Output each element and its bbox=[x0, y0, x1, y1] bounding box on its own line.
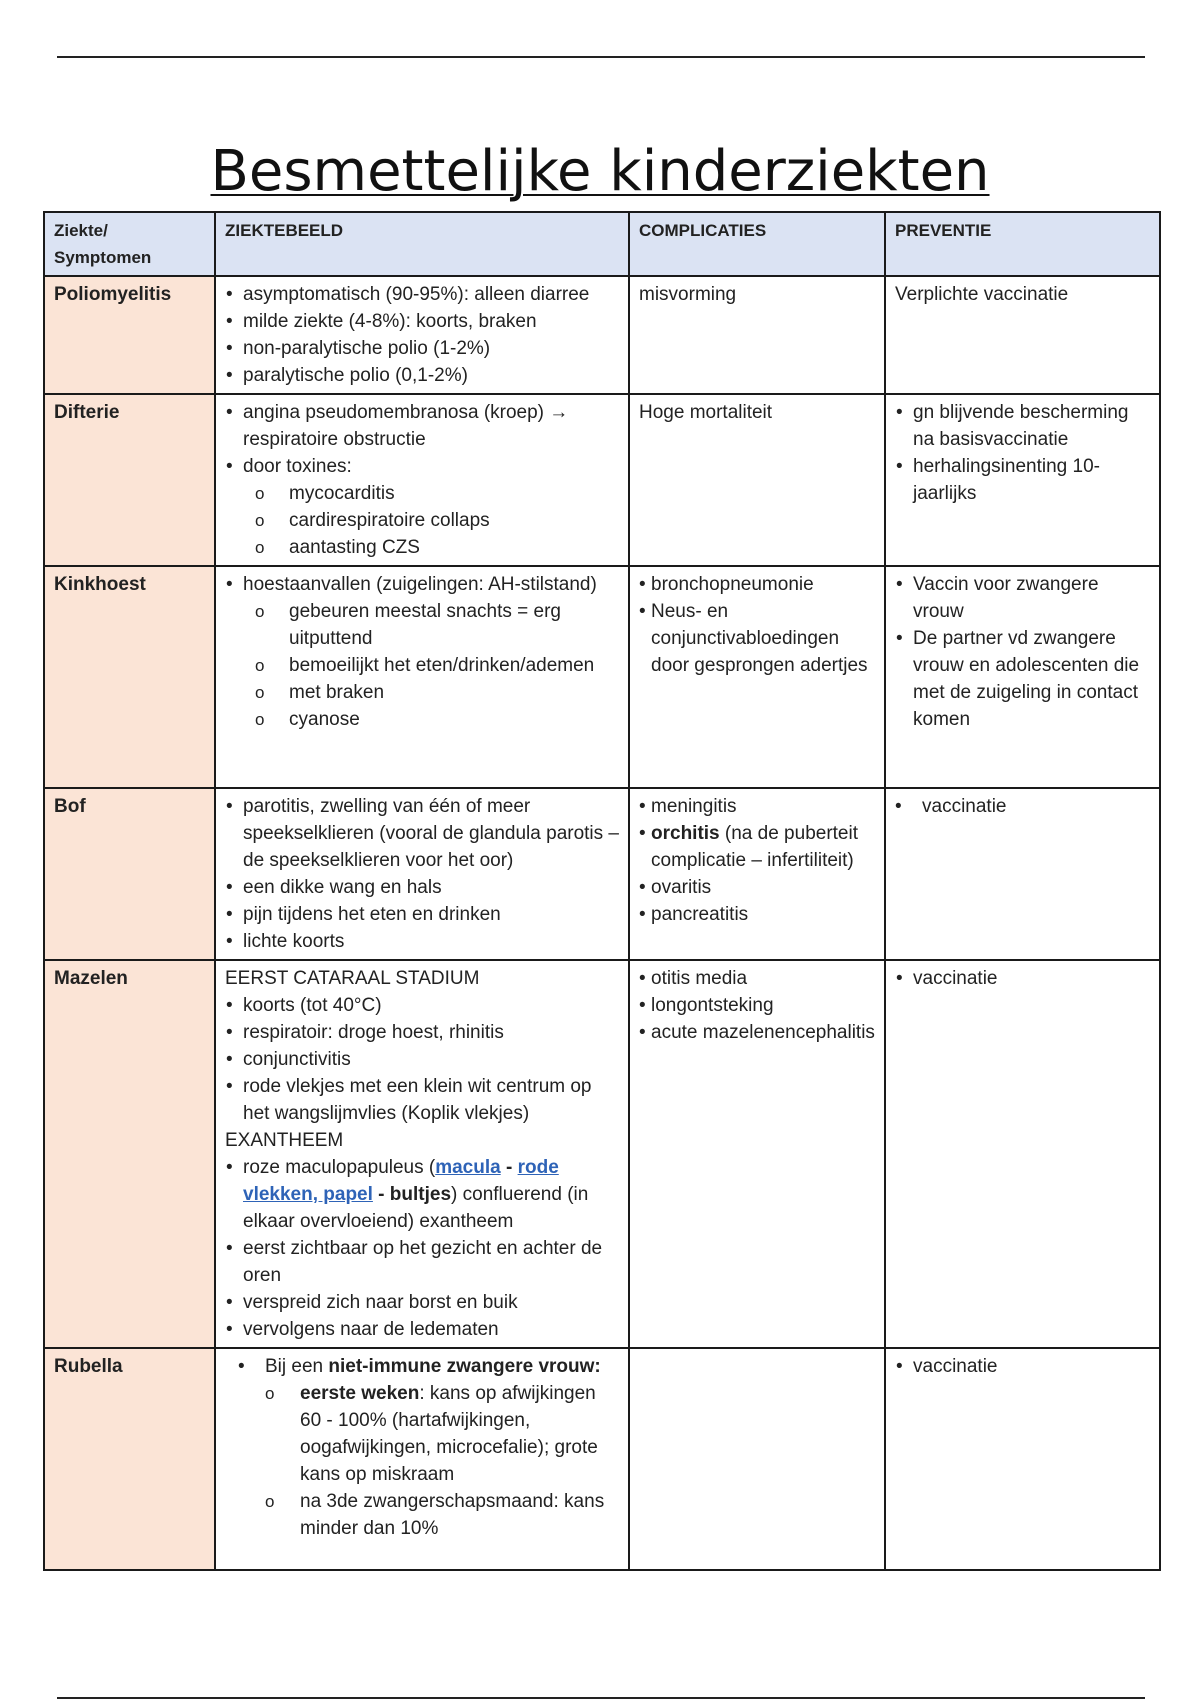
disease-name: Difterie bbox=[44, 394, 215, 566]
page-title: Besmettelijke kinderziekten bbox=[210, 139, 990, 204]
list-item bbox=[651, 820, 876, 874]
list-item: • Neus- en conjunctivabloedingen door gesprongen adertjes bbox=[651, 598, 876, 679]
complicaties-cell bbox=[629, 1348, 885, 1570]
list-item: • vaccinatie bbox=[922, 793, 1151, 820]
sub-list-item: o cardirespiratoire collaps bbox=[289, 507, 620, 534]
preventie-cell bbox=[885, 960, 1160, 1348]
orchitis-note: (na de puberteit complicatie – infertiliteit) bbox=[651, 823, 858, 871]
complicaties-cell bbox=[629, 788, 885, 960]
preventie-cell bbox=[885, 788, 1160, 960]
complicaties-cell: Hoge mortaliteit bbox=[629, 394, 885, 566]
sub-list-item: o aantasting CZS bbox=[289, 534, 620, 561]
table-row bbox=[44, 788, 1160, 960]
text-fragment: ) confluerend (in elkaar overvloeiend) exantheem bbox=[243, 1184, 589, 1232]
text-fragment: - bultjes bbox=[372, 1184, 452, 1205]
list-item: • respiratoir: droge hoest, rhinitis bbox=[243, 1019, 620, 1046]
preventie-cell: Verplichte vaccinatie bbox=[885, 276, 1160, 394]
list-item: • Vaccin voor zwangere vrouw bbox=[913, 571, 1151, 625]
list-item: • longontsteking bbox=[651, 992, 876, 1019]
table-row bbox=[44, 566, 1160, 788]
sub-list-item: o cyanose bbox=[289, 706, 620, 733]
list-item: • acute mazelenencephalitis bbox=[651, 1019, 876, 1046]
list-item: • vaccinatie bbox=[913, 965, 1151, 992]
preventie-cell bbox=[885, 1348, 1160, 1570]
table-row bbox=[44, 1348, 1160, 1570]
text-fragment: - bbox=[500, 1157, 518, 1178]
list-item: • conjunctivitis bbox=[243, 1046, 620, 1073]
list-item: • milde ziekte (4-8%): koorts, braken bbox=[243, 308, 620, 335]
list-item: • ovaritis bbox=[651, 874, 876, 901]
bottom-rule bbox=[57, 1697, 1145, 1699]
sub-list-item bbox=[300, 1380, 620, 1488]
disease-name: Kinkhoest bbox=[44, 566, 215, 788]
header-preventie: PREVENTIE bbox=[885, 212, 1160, 276]
disease-table bbox=[43, 211, 1161, 1571]
rode-vlekken-papel-link[interactable]: rode vlekken, papel bbox=[243, 1157, 559, 1205]
sub-list-item: o mycocarditis bbox=[289, 480, 620, 507]
top-rule bbox=[57, 56, 1145, 58]
header-complicaties: COMPLICATIES bbox=[629, 212, 885, 276]
list-item: • vaccinatie bbox=[913, 1353, 1151, 1380]
header-ziektebeeld: ZIEKTEBEELD bbox=[215, 212, 629, 276]
list-item: • hoestaanvallen (zuigelingen: AH-stilstand) bbox=[243, 571, 620, 598]
table-row bbox=[44, 394, 1160, 566]
list-item: • otitis media bbox=[651, 965, 876, 992]
ziektebeeld-cell bbox=[215, 1348, 629, 1570]
macula-link[interactable]: macula bbox=[435, 1157, 501, 1178]
list-item: • De partner vd zwangere vrouw en adolescenten die met de zuigeling in contact komen bbox=[913, 625, 1151, 733]
list-item: • paralytische polio (0,1-2%) bbox=[243, 362, 620, 389]
list-item: • koorts (tot 40°C) bbox=[243, 992, 620, 1019]
list-item: • eerst zichtbaar op het gezicht en achter de oren bbox=[243, 1235, 620, 1289]
list-item: • een dikke wang en hals bbox=[243, 874, 620, 901]
sub-list-item: o bemoeilijkt het eten/drinken/ademen bbox=[289, 652, 620, 679]
orchitis-term: orchitis bbox=[651, 823, 720, 844]
list-item: • pijn tijdens het eten en drinken bbox=[243, 901, 620, 928]
disease-name: Bof bbox=[44, 788, 215, 960]
disease-name: Poliomyelitis bbox=[44, 276, 215, 394]
list-item: • asymptomatisch (90-95%): alleen diarree bbox=[243, 281, 620, 308]
header-row bbox=[44, 212, 1160, 276]
list-item: • herhalingsinenting 10-jaarlijks bbox=[913, 453, 1151, 507]
ziektebeeld-cell bbox=[215, 788, 629, 960]
stage-heading: EERST CATARAAL STADIUM bbox=[225, 968, 480, 989]
complicaties-cell bbox=[629, 566, 885, 788]
list-item: • lichte koorts bbox=[243, 928, 620, 955]
list-item bbox=[265, 1353, 620, 1380]
complicaties-cell: misvorming bbox=[629, 276, 885, 394]
text-fragment: roze maculopapuleus ( bbox=[243, 1157, 436, 1178]
list-item: • pancreatitis bbox=[651, 901, 876, 928]
list-item: • non-paralytische polio (1-2%) bbox=[243, 335, 620, 362]
preventie-cell bbox=[885, 394, 1160, 566]
list-item: • gn blijvende bescherming na basisvaccinatie bbox=[913, 399, 1151, 453]
header-disease: Ziekte/ Symptomen bbox=[44, 212, 215, 276]
text-fragment: : kans op afwijkingen 60 - 100% (hartafwijkingen, oogafwijkingen, microcefalie); grote kans op miskraam bbox=[300, 1383, 598, 1485]
ziektebeeld-cell bbox=[215, 394, 629, 566]
disease-name: Rubella bbox=[44, 1348, 215, 1570]
list-item: • bronchopneumonie bbox=[651, 571, 876, 598]
complicaties-cell bbox=[629, 960, 885, 1348]
list-item: • vervolgens naar de ledematen bbox=[243, 1316, 620, 1343]
table-row bbox=[44, 960, 1160, 1348]
list-item: • rode vlekjes met een klein wit centrum op het wangslijmvlies (Koplik vlekjes) bbox=[243, 1073, 620, 1127]
disease-name: Mazelen bbox=[44, 960, 215, 1348]
ziektebeeld-cell bbox=[215, 276, 629, 394]
sub-list-item: o gebeuren meestal snachts = erg uitputtend bbox=[289, 598, 620, 652]
text-fragment: eerste weken bbox=[300, 1383, 420, 1404]
list-item: • door toxines: bbox=[243, 453, 620, 480]
text-fragment: niet-immune zwangere vrouw: bbox=[328, 1356, 601, 1377]
ziektebeeld-cell bbox=[215, 566, 629, 788]
preventie-cell bbox=[885, 566, 1160, 788]
list-item: • parotitis, zwelling van één of meer speekselklieren (vooral de glandula parotis – de speekselklieren voor het oor) bbox=[243, 793, 620, 874]
list-item bbox=[243, 1154, 620, 1235]
sub-list-item: o na 3de zwangerschapsmaand: kans minder dan 10% bbox=[300, 1488, 620, 1542]
list-item: • verspreid zich naar borst en buik bbox=[243, 1289, 620, 1316]
list-item: • angina pseudomembranosa (kroep) → respiratoire obstructie bbox=[243, 399, 620, 453]
stage-heading: EXANTHEEM bbox=[225, 1130, 344, 1151]
ziektebeeld-cell bbox=[215, 960, 629, 1348]
table-row bbox=[44, 276, 1160, 394]
text-fragment: Bij een bbox=[265, 1356, 329, 1377]
list-item: • meningitis bbox=[651, 793, 876, 820]
sub-list-item: o met braken bbox=[289, 679, 620, 706]
